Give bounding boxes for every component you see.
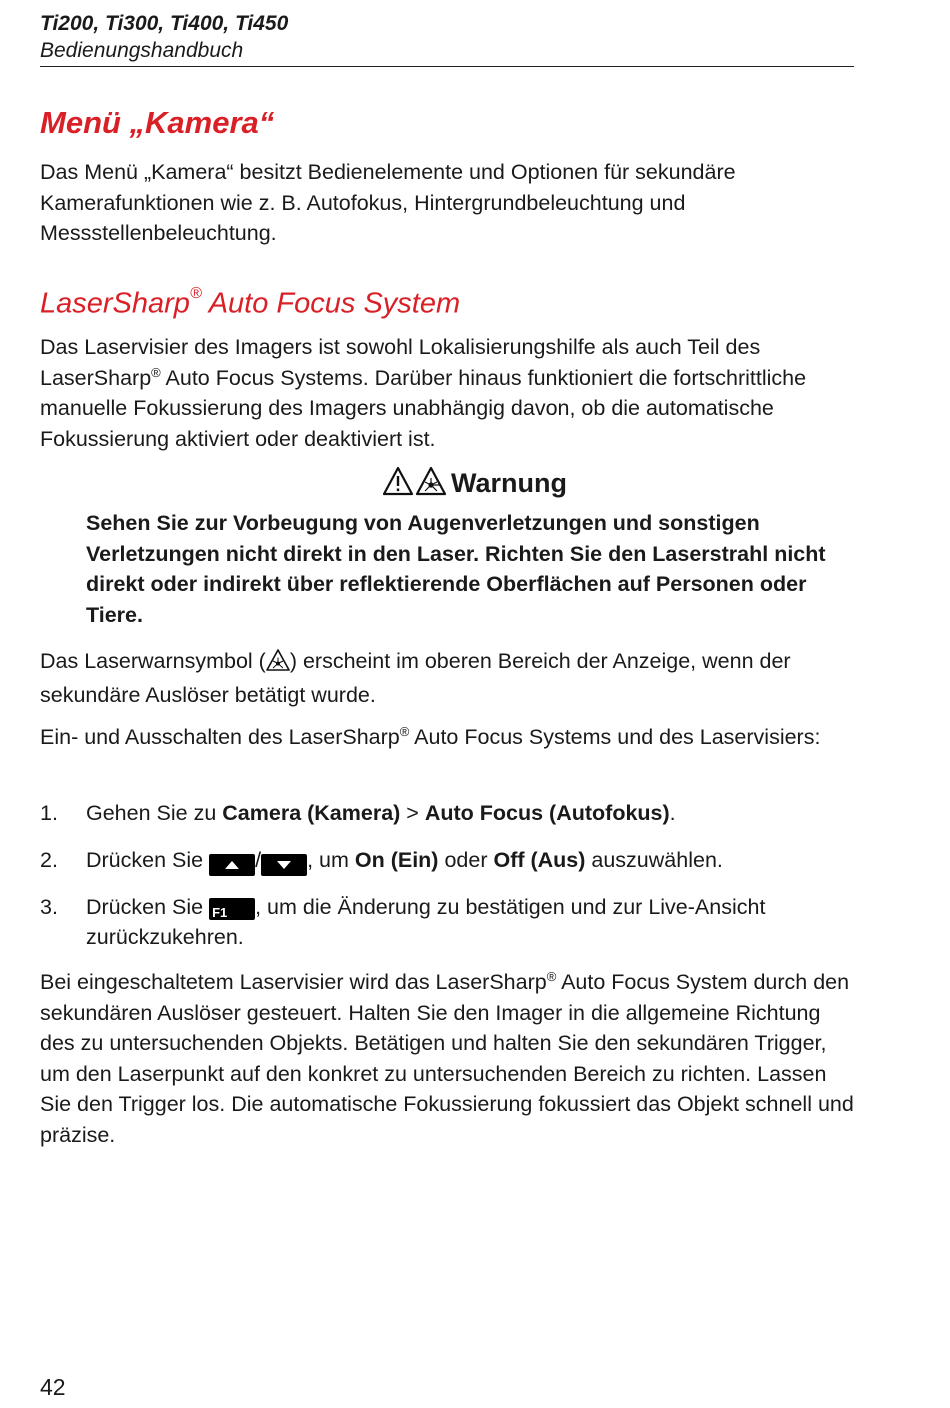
menu-autofocus-label: Auto Focus (Autofokus) <box>424 801 670 825</box>
registered-mark: ® <box>151 364 161 380</box>
step-text: oder <box>438 847 494 872</box>
header-subtitle: Bedienungshandbuch <box>40 39 244 62</box>
steps-list <box>40 798 860 953</box>
step-text: , um die Änderung zu bestätigen und zur Live-Ansicht zurückzukehren. <box>86 894 766 949</box>
warning-icons <box>383 466 447 504</box>
laser-symbol-before: Das Laserwarnsymbol ( <box>40 649 266 673</box>
warning-heading <box>0 466 950 504</box>
step-text: auszuwählen. <box>585 847 723 872</box>
step-text: > <box>400 801 425 825</box>
step-number: 2. <box>40 847 58 872</box>
lasersharp-intro-a: Das Laservisier des Imagers ist sowohl Lokalisierungshilfe als auch Teil des LaserSharp <box>40 335 761 390</box>
section-title-camera: Menü „Kamera“ <box>40 105 275 140</box>
up-arrow-key-icon <box>209 854 255 876</box>
camera-intro: Das Menü „Kamera“ besitzt Bedienelemente und Optionen für sekundäre Kamerafunktionen wie z. B. Autofokus, Hintergrundbeleuchtung und Messstellenbeleuchtung. <box>40 160 736 245</box>
warning-body: Sehen Sie zur Vorbeugung von Augenverletzungen und sonstigen Verletzungen nicht direkt in den Laser. Richten Sie den Laserstrahl nicht direkt oder indirekt über reflektierende Oberflächen auf Personen oder Tiere. <box>86 511 826 627</box>
page-number: 42 <box>40 1374 66 1400</box>
registered-mark: ® <box>189 285 202 302</box>
menu-camera-label: Camera (Kamera) <box>222 801 401 825</box>
step-text: Gehen Sie zu <box>86 801 223 825</box>
toggle-paragraph <box>40 722 860 753</box>
option-on-label: On (Ein) <box>354 847 439 872</box>
final-b: Auto Focus System durch den sekundären Auslöser gesteuert. Halten Sie den Imager in die allgemeine Richtung des zu untersuchenden Objekts. Betätigen und halten Sie den sekundären Trigger, um den Laserpunkt auf den konkret zu untersuchenden Bereich zu richten. Lassen Sie den Trigger los. Die automatische Fokussierung fokussiert das Objekt schnell und präzise. <box>40 970 854 1147</box>
step-text: . <box>669 801 676 825</box>
toggle-a: Ein- und Ausschalten des LaserSharp <box>40 725 400 749</box>
warning-title: Warnung <box>451 468 567 498</box>
laser-warning-icon <box>417 468 445 494</box>
header-models: Ti200, Ti300, Ti400, Ti450 <box>40 12 289 35</box>
final-paragraph <box>40 967 860 1150</box>
step-text: Drücken Sie <box>86 894 210 919</box>
laser-symbol-paragraph <box>40 646 860 710</box>
step-text: Drücken Sie <box>86 847 210 872</box>
key-separator: / <box>255 847 262 872</box>
f1-key-icon: F1 <box>209 898 255 920</box>
title-part2: Auto Focus System <box>201 287 461 320</box>
title-part1: LaserSharp <box>40 287 190 320</box>
step-number: 1. <box>40 801 58 825</box>
page-header <box>40 10 854 67</box>
step-number: 3. <box>40 894 58 919</box>
laser-symbol-after: ) erscheint im oberen Bereich der Anzeige, wenn der sekundäre Auslöser betätigt wurde. <box>40 649 791 707</box>
section-title-lasersharp <box>40 280 460 322</box>
final-a: Bei eingeschaltetem Laservisier wird das LaserSharp <box>40 970 547 994</box>
registered-mark: ® <box>546 968 557 984</box>
option-off-label: Off (Aus) <box>493 847 586 872</box>
list-item <box>40 892 860 953</box>
list-item <box>40 845 860 876</box>
registered-mark: ® <box>399 723 410 739</box>
lasersharp-intro-b: Auto Focus Systems. Darüber hinaus funktioniert die fortschrittliche manuelle Fokussierung des Imagers unabhängig davon, ob die automatische Fokussierung aktiviert oder deaktiviert ist. <box>40 365 807 451</box>
laser-warning-icon <box>266 649 290 680</box>
lasersharp-intro <box>40 332 860 454</box>
list-item <box>40 798 860 829</box>
toggle-b: Auto Focus Systems und des Laservisiers: <box>409 725 821 749</box>
step-text: , um <box>307 847 355 872</box>
down-arrow-key-icon <box>261 854 307 876</box>
warning-triangle-icon <box>383 466 447 496</box>
